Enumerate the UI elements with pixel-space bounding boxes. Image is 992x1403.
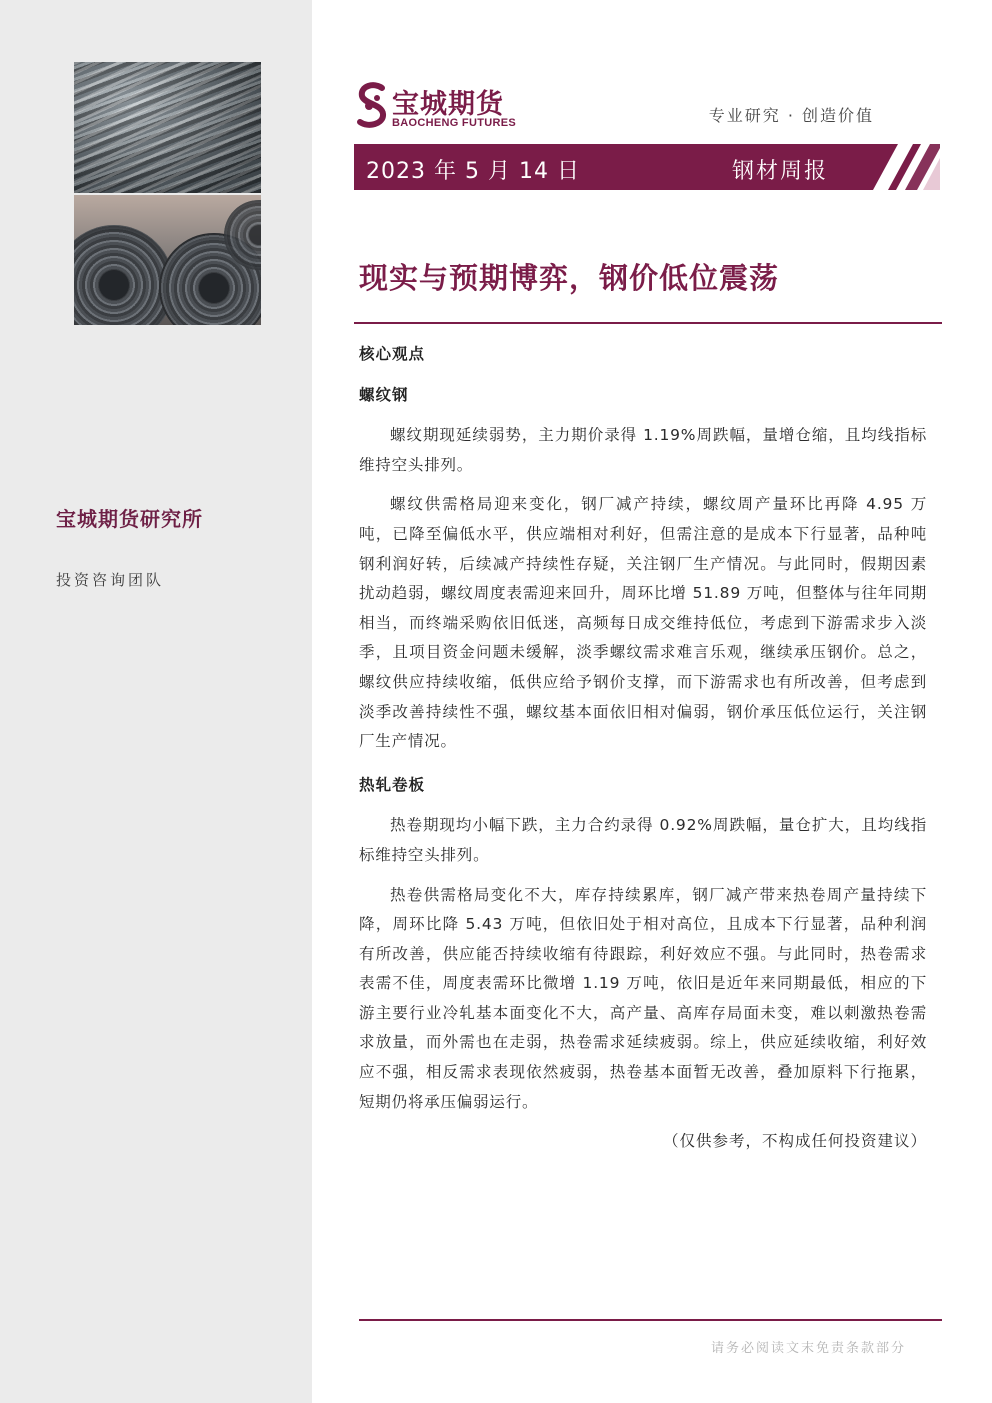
team-name: 投资咨询团队 bbox=[56, 571, 165, 589]
footer-note: 请务必阅读文末免责条款部分 bbox=[710, 1341, 906, 1356]
hrc-paragraph-1: 热卷期现均小幅下跌，主力合约录得 0.92%周跌幅，量仓扩大，且均线指标维持空头排列。 bbox=[359, 816, 927, 864]
report-type: 钢材周报 bbox=[732, 159, 829, 184]
rebar-paragraph-1: 螺纹期现延续弱势，主力期价录得 1.19%周跌幅，量增仓缩，且均线指标维持空头排列。 bbox=[359, 426, 927, 474]
stylized-s-logo-icon bbox=[356, 82, 390, 130]
divider-bottom bbox=[359, 1319, 942, 1321]
disclaimer: （仅供参考，不构成任何投资建议） bbox=[662, 1132, 927, 1151]
logo-text-en: BAOCHENG FUTURES bbox=[392, 117, 516, 129]
logo-text-cn: 宝城期货 bbox=[392, 89, 504, 120]
sidebar bbox=[0, 0, 312, 1403]
rebar-paragraph-2: 螺纹供需格局迎来变化，钢厂减产持续，螺纹周产量环比再降 4.95 万吨，已降至偏低水平，供应端相对利好，但需注意的是成本下行显著，品种吨钢利润好转，后续减产持续性存疑，关注钢厂生产情况。与此同时，假期因素扰动趋弱，螺纹周度表需迎来回升，周环比增 51.89 万吨，但整体与往年同期相当，而终端采购依旧低迷，高频每日成交维持低位，考虑到下游需求步入淡季，且项目资金问题未缓解，淡季螺纹需求难言乐观，继续承压钢价。总之，螺纹供应持续收缩，低供应给予钢价支撑，而下游需求也有所改善，但考虑到淡季改善持续性不强，螺纹基本面依旧相对偏弱，钢价承压低位运行，关注钢厂生产情况。 bbox=[359, 495, 927, 751]
divider-top bbox=[354, 322, 942, 324]
report-banner bbox=[354, 144, 940, 190]
company-logo bbox=[356, 82, 556, 132]
report-body bbox=[359, 340, 927, 1157]
hrc-paragraph-2: 热卷供需格局变化不大，库存持续累库，钢厂减产带来热卷周产量持续下降，周环比降 5.43 万吨，但依旧处于相对高位，且成本下行显著，品种利润有所改善，供应能否持续收缩有待跟踪，利好效应不强。与此同时，热卷需求表需不佳，周度表需环比微增 1.19 万吨，依旧是近年来同期最低，相应的下游主要行业冷轧基本面变化不大，高产量、高库存局面未变，难以刺激热卷需求放量，而外需也在走弱，热卷需求延续疲弱。综上，供应延续收缩，利好效应不强，相反需求表现依然疲弱，热卷基本面暂无改善，叠加原料下行拖累，短期仍将承压偏弱运行。 bbox=[359, 885, 927, 1111]
core-view-heading: 核心观点 bbox=[359, 345, 426, 363]
institute-name: 宝城期货研究所 bbox=[56, 507, 203, 531]
report-date: 2023 年 5 月 14 日 bbox=[366, 159, 580, 184]
page-title: 现实与预期博弈，钢价低位震荡 bbox=[359, 261, 780, 295]
steel-coil-photo bbox=[74, 195, 261, 325]
rebar-photo bbox=[74, 62, 261, 193]
rebar-heading: 螺纹钢 bbox=[359, 385, 409, 404]
slogan: 专业研究 · 创造价值 bbox=[708, 106, 874, 125]
hrc-heading: 热轧卷板 bbox=[359, 775, 426, 794]
